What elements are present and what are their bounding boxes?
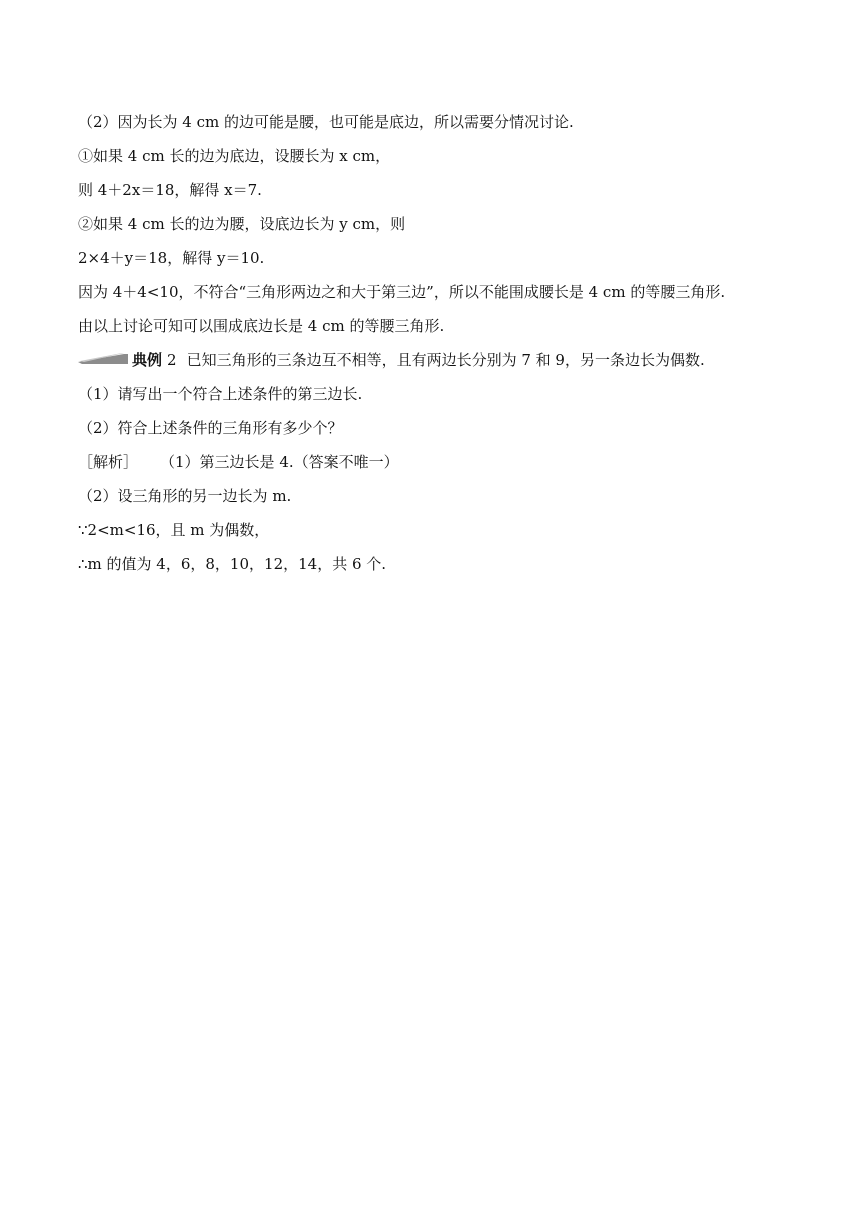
example-label: 典例	[132, 351, 163, 369]
case-2-statement: ②如果 4 cm 长的边为腰，设底边长为 y cm，则	[78, 215, 406, 233]
analysis-range: ∵2<m<16，且 m 为偶数，	[78, 521, 270, 539]
analysis-answer-1: （1）第三边长是 4.（答案不唯一）	[160, 453, 399, 471]
triangle-inequality-check: 因为 4＋4<10，不符合“三角形两边之和大于第三边”，所以不能围成腰长是 4 cm 的等腰三角形.	[78, 283, 726, 301]
example-number: 2	[167, 351, 177, 369]
case-2-equation: 2×4＋y＝18，解得 y＝10.	[78, 249, 265, 267]
example-2-heading	[78, 350, 705, 370]
example-tab-icon	[78, 352, 128, 364]
example-question: 已知三角形的三条边互不相等，且有两边长分别为 7 和 9，另一条边长为偶数.	[186, 351, 705, 369]
analysis-result: ∴m 的值为 4，6，8，10，12，14，共 6 个.	[78, 555, 387, 573]
analysis-part-2-intro: （2）设三角形的另一边长为 m.	[78, 487, 292, 505]
analysis-label: ［解析］	[78, 453, 139, 471]
case-1-statement: ①如果 4 cm 长的边为底边，设腰长为 x cm，	[78, 147, 391, 165]
case-1-equation: 则 4＋2x＝18，解得 x＝7.	[78, 181, 262, 199]
question-part-1: （1）请写出一个符合上述条件的第三边长.	[78, 385, 363, 403]
conclusion: 由以上讨论可知可以围成底边长是 4 cm 的等腰三角形.	[78, 317, 445, 335]
solution-part-2-intro: （2）因为长为 4 cm 的边可能是腰，也可能是底边，所以需要分情况讨论.	[78, 113, 574, 131]
question-part-2: （2）符合上述条件的三角形有多少个？	[78, 419, 343, 437]
analysis-line	[78, 452, 399, 472]
